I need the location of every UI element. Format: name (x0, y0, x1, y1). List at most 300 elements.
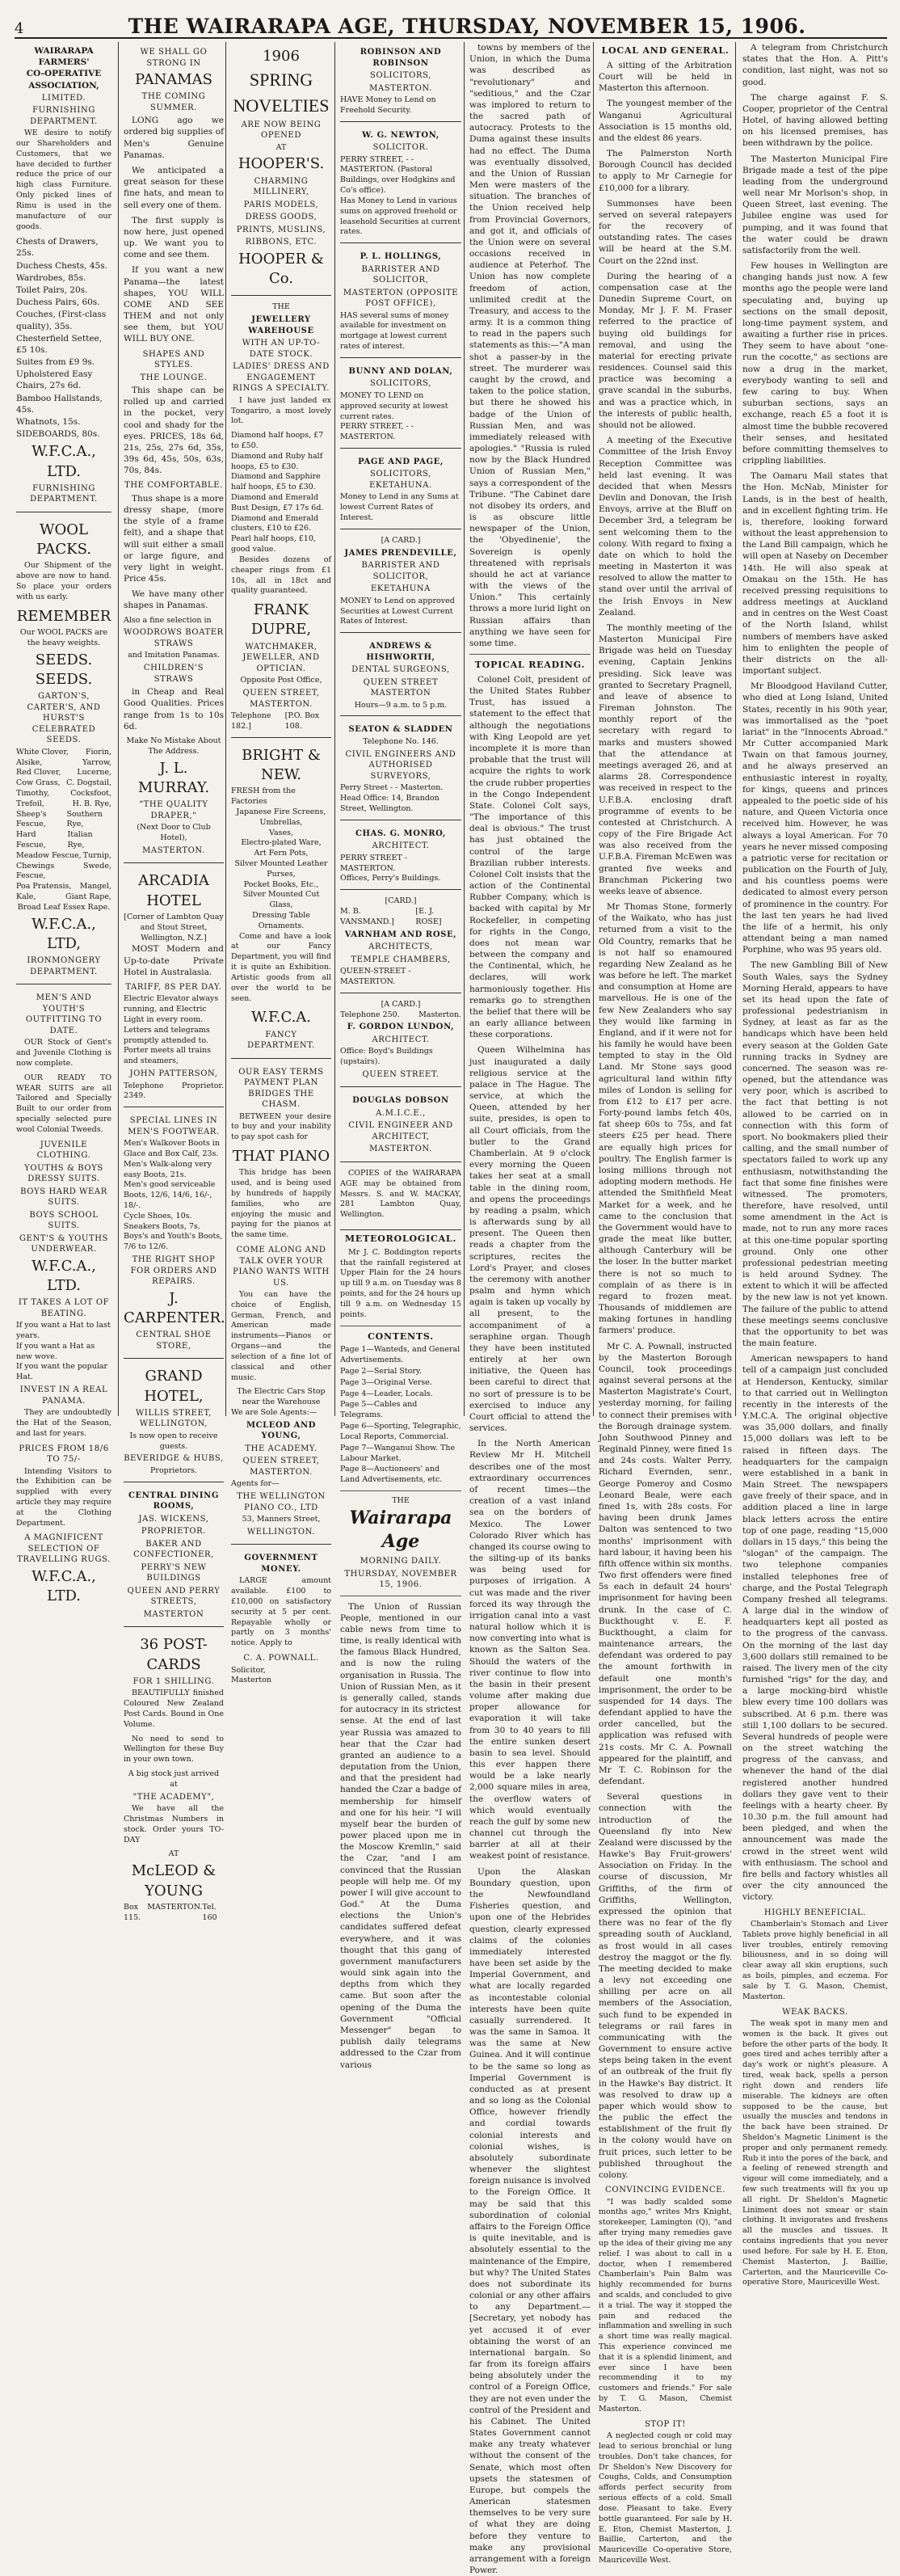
panamas: PANAMAS (135, 71, 212, 88)
wellington-piano: THE WELLINGTON PIANO CO., LTD (237, 1492, 326, 1512)
page-ad (340, 452, 461, 529)
mcleod: McLEOD & YOUNG (131, 1862, 217, 1899)
perrys: PERRY'S NEW BUILDINGS (141, 1562, 207, 1583)
tel-row (124, 1081, 224, 1102)
local-general-heading: LOCAL AND GENERAL. (601, 45, 730, 56)
met-text: Mr J. C. Boddington reports that the rainfall registered at Upper Plain for the 24 hours up till 9 a.m. on Tuesday was 8 points, and for the 24 hours up till 9 a.m. on Wednesday 15 points. (340, 1247, 461, 1319)
ladies-dress: LADIES' DRESS AND ENGAGEMENT RINGS A SPECIALTY. (232, 362, 330, 394)
highly-text: Chamberlain's Stomach and Liver Tablets prove highly beneficial in all liver troubles, entirely removing biliousness, and in so doing will clear away all skin eruptions, such as boils, pimples, and eczema. For sale by T. G. Mason, Chemist, Masterton. (742, 1920, 888, 2001)
newton-text: Has Money to Lend in various sums on approved freehold or leasehold Securities at current rates. (340, 196, 461, 237)
baker: BAKER AND CONFECTIONER, (133, 1539, 214, 1560)
right-shop: THE RIGHT SHOP FOR ORDERS AND REPAIRS. (130, 1255, 217, 1287)
wfca-ltd-4: W.F.C.A., LTD. (32, 1567, 96, 1605)
copies: COPIES of the WAIRARAPA AGE may be obtained from Messrs. S. and W. MACKAY, 281 Lambton Quay, Wellington. (340, 1168, 461, 1220)
seed: Cocksfoot, (70, 788, 111, 798)
varnham-ad (340, 893, 461, 993)
hoopers: HOOPER'S. (238, 155, 325, 173)
dobson-ad (340, 1090, 461, 1162)
seed: Hard Fescue, (16, 830, 46, 850)
seed: Turnip, (82, 850, 111, 860)
gov-money: GOVERNMENT MONEY. (244, 1554, 318, 1574)
opposite: Opposite Post Office, (240, 676, 322, 685)
cheap: in Cheap and Real Good Qualities. Prices range from 1s to 10s 6d. (124, 687, 224, 731)
goods-item: Electro-plated Ware, (241, 838, 322, 848)
goods-item: Japanese Fire Screens, (236, 807, 326, 816)
seed: C. Dogstail, (66, 778, 111, 788)
youths: YOUTHS & BOYS DRESSY SUITS. (24, 1163, 103, 1184)
porter: Porter meets all trains and steamers, (124, 1046, 212, 1066)
seed: Meadow Fescue, (16, 850, 82, 860)
newton: W. G. NEWTON, (362, 130, 439, 140)
column-1 (16, 42, 116, 1605)
contents-heading: CONTENTS. (368, 1330, 434, 1342)
furniture-item: Duchess Pairs, 60s. (16, 297, 100, 308)
shilling: FOR 1 SHILLING. (132, 1676, 215, 1686)
masterton-3: MASTERTON. (147, 1902, 203, 1912)
seed: Trefoil, (16, 799, 44, 808)
goods-item: Pocket Books, Etc., (243, 879, 319, 889)
seed: Italian Rye, (67, 830, 93, 850)
local-item: The Masterton Municipal Fire Brigade made a test of the pipe leading from the underground well near Mr Morlson's shop, in Queen Street, last evening. The Jubilee engine was used for pumping, and it was found that the water could be drawn satisfactorily from the well. (742, 154, 888, 255)
masthead (15, 15, 887, 39)
seed: Cow Grass, (16, 778, 61, 788)
panama-line: If you want the popular Hat. (16, 1362, 108, 1382)
no-need: No need to send to Wellington for these Buy in your own town. (124, 1734, 224, 1764)
masterton-4: MASTERTON. (369, 1145, 432, 1154)
line: PRINTS, MUSLINS, (236, 225, 326, 234)
this-bridge: This bridge has been used, and is being used by hundreds of happily families, who are enjoying the music and paying for the pianos at the same time. (231, 1168, 331, 1240)
seed: Poa Pratensis, (16, 882, 72, 892)
masterton-3: Masterton. (418, 1010, 461, 1019)
goods-item: Dressing Table Ornaments. (252, 911, 310, 930)
furniture-list (16, 236, 111, 440)
local-item: The youngest member of the Wanganui Agricultural Association is 15 months old, and the eldest 86 years. (599, 99, 732, 143)
local-item: The new Gambling Bill of New South Wales, says the Sydney Morning Herald, appears to have set its head upon the fate of professional pedestrianism in Sydney, at least as far as the handicaps which have been held every season at the Golden Gate running tracks in Sydney are concerned. The season was re-opened, but the attendance was very poor, which is ascribed to the fact that betting is not allowed to be carried on in connection with this form of sport. No bookmakers plied their calling, and the small number of spectators failed to work up any enthusiasm, notwithstanding the fact that some fine finishes were witnessed. The promoters, therefore, have resolved, until some amendment in the Act is made, not to run any more races at this one-time popular sporting ground. Only one other professional pedestrian meeting is held around Sydney. The extent to which it will be affected by the new law is not yet known. The failure of the public to attend these meetings seems conclusive that the opportunity to bet was the main feature. (742, 960, 889, 1349)
page-sol: SOLICITORS, EKETAHUNA. (369, 470, 432, 490)
letters: Letters and telegrams promptly attended to. (124, 1025, 210, 1045)
monro-addr: PERRY STREET - MASTERTON. (340, 853, 408, 873)
convincing-text: "I was badly scalded some months ago," writes Mrs Knight, storekeeper, Lamington (Q), "and after trying many remedies gave up the idea of their giving me any relief. I was about to call in a doctor, when I remembered Chamberlain's Pain Balm was highly recommended for burns and scalds, and concluded to give it a trial. The way it stopped the pain and reduced the inflammation and swelling in such a short time was really magical. This experience convinced me that it is a splendid liniment, and ever since I have been recommending it to my customers and friends." For sale by T. G. Mason, Chemist Masterton. (599, 2197, 733, 2414)
amice: A.M.I.C.E., (376, 1108, 426, 1118)
telephone: Telephone 2349. (124, 1081, 164, 1101)
furnishing-text: WE desire to notify our Shareholders and Customers, that we have decided to further reduce the price of our high class Furniture. Only picked lines of Rimu is used in the manufacture of our goods. (16, 129, 111, 231)
lundon: F. GORDON LUNDON, (347, 1022, 455, 1032)
murray: J. L. MURRAY. (137, 759, 210, 796)
tel-250: Telephone 250. (340, 1010, 400, 1019)
wfca-head-2: FARMERS' (38, 57, 90, 68)
wellington: WELLINGTON. (246, 1527, 316, 1537)
boyds: Office: Boyd's Buildings (upstairs). (340, 1047, 433, 1067)
central-dining: CENTRAL DINING ROOMS, (128, 1490, 219, 1511)
card-2: [CARD.] (385, 896, 417, 906)
up-to-date: WITH AN UP-TO-DATE STOCK. (242, 339, 321, 359)
wool-packs-line: Our WOOL PACKS are the heavy weights. (19, 627, 108, 647)
local-item: The monthly meeting of the Masterton Municipal Fire Brigade was held on Tuesday evening, Captain Jenkins presiding. Sick leave was granted to Secretary Pragnell, and leave of absence to Fireman Johnston. The monthly report of the secretary with regard to marks and musters showed that the attendance at meetings averaged 26, and at alarms 28. Correspondence was received in respect to the U.F.B.A. enclosing draft programme of events to be contested at Christchurch. A copy of the Fire Brigade Act was also received from the U.F.B.A. Fireman McEwen was granted five weeks and Branchman Pickering two weeks leave of absence. (599, 622, 732, 896)
topical-article: In the North American Review Mr H. Mitchell describes one of the most extraordinary occurrences of recent times—the creation of a vast inland sea on the borders of Mexico. The Lower Colorado River which has changed its course owing to the silting-up of its banks was being used for purposes of irrigation. A cut was made and the river forced its way through the irrigation canal into a vast natural hollow which it is now converting into what is known as the Salton Sea. Should the waters of the river continue to flow into the basin in their present volume after making due proper allowance for evaporation it will take from 30 to 40 years to fill the entire sunken desert basin to sea level. Should this ever happen there would be a lake nearly 2,000 square miles in area, the overflow waters of which would eventually reach the gulf by some new channel cut through the barrier at all at their weakest point of resistance. (469, 1439, 591, 1861)
agents-for: Agents for— (231, 1479, 280, 1489)
local-item: The Palmerston North Borough Council has decided to apply to Mr Carnegie for £10,000 for a library. (599, 149, 732, 193)
seed: Timothy, (16, 788, 50, 798)
dupre-ad (231, 299, 331, 737)
easy-terms: OUR EASY TERMS PAYMENT PLAN BRIDGES THE CHASM. (238, 1067, 324, 1110)
seed: Mangel, (79, 882, 111, 892)
ring: Diamond and Sapphire half hoops, £5 to £30. (231, 472, 321, 492)
bunny-ad (340, 361, 461, 449)
leader-article: The Union of Russian People, mentioned in our cable news from time to time, is really identical with the famous Black Hundred, and is now the ruling organisation in Russia. The Union of Russian Men, as it is generally called, stands for autocracy in its strictest sense. At the end of last year Russia was amazed to hear that the Czar had granted an audience to a deputation from the Union, and that the president had handed the Czar a badge of membership for himself and one for his heir. "I will myself bear the burden of power placed upon me in the Moscow Kremlin," said the Czar, "and I am convinced that the Russian people will help me. Of my power I will give account to God." At the Duma elections the Union's candidates suffered defeat everywhere, and it was thought that this gang of government manufacturers would sink again into the depths from which they came. But soon after the opening of the Duma the Government "Official Messenger" began to publish daily telegrams addressed to the Czar from various (340, 1601, 461, 2070)
tariff: TARIFF, 8S PER DAY. (125, 982, 222, 992)
come-look: Come and have a look at our Fancy Department, you will find it is quite an Exhibition. Artistic goods from all over the world to be seen. (231, 931, 331, 1003)
contents-item: Page 1—Wanteds, and General Advertisements. (340, 1345, 461, 1365)
wfca-head-5: LIMITED. (41, 93, 86, 103)
mistake: Make No Mistake About The Address. (126, 736, 221, 756)
seed-row (16, 892, 111, 903)
money-to-lend: MONEY TO LEND on approved security at lowest current rates. (340, 390, 448, 421)
goods-item: Silver Mounted Leather Purses, (234, 858, 328, 879)
wfca-clothing-ad (16, 988, 111, 1613)
seed-row (16, 778, 111, 789)
long-ago: LONG ago we ordered big supplies of Men's Genuine Panamas. (124, 116, 224, 160)
piano-ad (231, 1062, 331, 1545)
queen-st: QUEEN STREET, MASTERTON. (242, 689, 320, 709)
furniture-item: Whatnots, 15s. (16, 416, 81, 427)
furniture-item: Chesterfield Settee, £5 10s. (16, 333, 103, 355)
leader-continuation: towns by members of the Union, in which the Duma was described as "revolutionary" and "seditious," and the Czar was implored to return to the sacred path of autocracy. Protests to the Duma against these insults had no effect. The Duma was eventually dissolved, and the Union of Russian Men were masters of the situation. The branches of the Union received help from Provincial Governors, and got it, and officials of the Union were on several occasions received in audience at Peterhof. The Union has now complete freedom of action, unlimited credit at the Treasury, and access to the army. It is a common thing to read in the papers such statements as this:—"A man shot a passer-by in the street. The murderer was caught by the crowd, and taken to the police station, but there he showed his badge of the Union of Russian Men, and was immediately released with apologies." "Russia is ruled now by the Black Hundred Union of Russian Men," says a correspondent of the Tribune. "The Cabinet dare not disobey its orders, and is as obscure little newspaper of the Union, the 'Obyedinenie', the Sovereign is openly threatened with reprisals should he act at variance with the views of the Union." This certainly throws a more lurid light on Russian affairs than anything we have seen for some time. (469, 43, 591, 648)
that-piano: THAT PIANO (232, 1148, 330, 1166)
pownall: C. A. POWNALL. (243, 1654, 319, 1663)
furnishing-dept: FURNISHING DEPARTMENT. (30, 106, 98, 126)
highly-heading: HIGHLY BENEFICIAL. (763, 1908, 867, 1917)
masterton: Masterton (231, 1676, 271, 1685)
manners: 53, Manners Street, (242, 1515, 321, 1524)
seaton-tel: Telephone No. 146. (363, 736, 439, 746)
footwear-item: Men's Walkover Boots in Glace and Box Calf, 23s. (124, 1139, 220, 1158)
eketahuna: EKETAHUNA (371, 584, 431, 594)
page: PAGE AND PAGE, (358, 457, 444, 466)
tel-row (231, 711, 331, 732)
copies-ad (340, 1166, 461, 1230)
queen-street: QUEEN STREET. (362, 1069, 439, 1079)
prendeville-ad (340, 533, 461, 633)
architect: ARCHITECT. (372, 841, 430, 851)
topical-article: Queen Wilhelmina has just inaugurated a daily religious service at the palace in The Hague. The service, at which the Queen, attended by her suite, presides, is open to all Court officials, from the butler to the Grand Chamberlain. At 9 o'clock every morning the Queen takes her seat at a small table in the dining room, and opens the proceedings by reading a psalm, which is afterwards sung by all present. The Queen then reads a chapter from the scriptures, recites the Lord's Prayer, and closes the ceremony with another psalm and hymn which again is taken up vocally by all present, to the accompaniment of a seraphine organ. Though they have been instituted entirely at her own initiative, the Queen has been careful to direct that no sort of pressure is to be exercised to induce any Court official to attend the services. (469, 1045, 591, 1434)
prices-range: PRICES FROM 18/6 TO 75/- (19, 1444, 109, 1464)
boys-school: BOYS SCHOOL SUITS. (29, 1210, 99, 1231)
invest-text: They are undoubtedly the Hat of the Season, and last for years. (16, 1408, 111, 1438)
column-3 (225, 42, 336, 1685)
willis: WILLIS STREET, WELLINGTON, (136, 1408, 212, 1429)
goods-item: Silver Mounted Cut Glass, (242, 890, 320, 910)
nameplate-the: THE (392, 1495, 410, 1505)
stop-it-heading: STOP IT! (644, 2419, 687, 2429)
seed: Chewings Fescue, (16, 861, 55, 881)
ring: Diamond and Emerald clusters, £10 to £26. (231, 513, 319, 533)
seed: Fiorin, (85, 747, 111, 757)
most-modern: MOST Modern and Up-to-date Private Hotel in Australasia. (124, 944, 224, 977)
vansmand: M. B. VANSMAND.] (340, 906, 394, 926)
academy: "THE ACADEMY", (132, 1792, 215, 1802)
newton-ad (340, 125, 461, 244)
goods-item: Umbrellas, (259, 817, 303, 827)
topical-article: Colonel Colt, president of the United States Rubber Trust, has issued a statement to the effect that although the negotiations with King Leopold are yet incomplete it is more than probable that the trust will acquire the rights to work the crude rubber properties in the Congo Independent State. Colonel Colt says, "The importance of this deal is obvious." The trust has just obtained the control of the large Brazilian rubber interests. Colonel Colt insists that the action of the Continental Rubber Company, which is backed with capital by Mr Rockefeller, in competing for rights in the Congo, does not mean war between the company and the Continental, which, he declares, will work harmoniously together. His remarks go to strengthen the belief that there will be an early alliance between these corporations. (469, 674, 591, 1040)
seed-row (16, 830, 111, 851)
hollings-ad (340, 247, 461, 358)
at: AT (168, 1849, 179, 1859)
panama-line: If you want a Hat as new wove. (16, 1341, 95, 1361)
andrews-ad (340, 636, 461, 716)
seed: Southern Rye, (66, 809, 103, 829)
wfca-head-4: ASSOCIATION, (28, 80, 99, 91)
first-supply: The first supply is now here, just opened up. We want you to come and see them. (124, 215, 224, 260)
furniture-item: Suites from £9 9s. (16, 357, 95, 368)
local-item: Mr Bloodgood Haviland Cutter, who died at Long Island, United States, recently in his 90th year, was immortalised as the "poet lariat" in the "Innocents Abroad." Mr Cutter accompanied Mark Twain on that famous journey, and he always preserved an enthusiastic interest in royalty, for kings, queens and princes appealed to the poetic side of his nature, and Queen Victoria once received him. However, he was always a loyal American. For 70 years he never missed composing a patriotic verse for recitation or publication on the Fourth of July, and his countless poems were dedicated to almost every person of prominence in the country. For the last ten years he had lived the life of a hermit, his only attendant being a man named Porphine, who was 95 years old. (742, 681, 888, 955)
bright-new: BRIGHT & NEW. (242, 746, 321, 783)
furnishing-dept-2: FURNISHING DEPARTMENT. (30, 483, 98, 504)
seaton-ad (340, 719, 461, 820)
xmas: We have all the Christmas Numbers in stock. Order yours TO-DAY (124, 1804, 224, 1845)
wfca-ltd-3: W.F.C.A., LTD. (32, 1257, 96, 1294)
also-fine: Also a fine selection in (124, 615, 212, 625)
tel-row (340, 1010, 461, 1021)
seed-row (16, 789, 111, 799)
seed: Red Clover, (16, 768, 61, 778)
local-item: The Oamaru Mail states that the Hon. McNab, Minister for Lands, is in the best of health, and in excellent fighting trim. He is, therefore, looking forward without the least apprehension to the Land Bill campaign, which he will open at Naseby on December 14th. He will also speak at Omakau on the 15th. He has received pressing requisitions to address meetings at Auckland and in centres on the West Coast of the North Island, whilst numbers of members have asked him to enlighten the people of their districts on the all-important subject. (742, 471, 888, 677)
proprietors: Proprietors. (150, 1465, 197, 1475)
if-you-want: If you want a new Panama—the latest shapes, YOU WILL COME AND SEE THEM and not only see them, but YOU WILL BUY ONE. (124, 265, 224, 344)
hollings-text: HAS several sums of money available for investment on mortgage at lowest current rates of interest. (340, 310, 449, 352)
grand-hotel-ad (124, 1362, 224, 1482)
wool-packs: WOOL PACKS. (36, 521, 92, 559)
telephone: Telephone 182.] (231, 711, 271, 731)
lounge-text: This shape can be rolled up and carried in the pocket, very cool and shady for the eyes. PRICES, 18s 6d, 21s, 25s, 27s 6d, 35s, 39s 6d, 45s, 50s, 63s, 70s, 84s. (124, 386, 224, 476)
local-item: The charge against F. S. Cooper, proprietor of the Central Hotel, of having allowed betting on his licensed premises, has been withdrawn by the police. (742, 92, 888, 149)
spring: SPRING (249, 70, 313, 91)
arcadia-corner: [Corner of Lambton Quay and Stout Street, Wellington, N.Z.] (124, 912, 224, 942)
local-item: A sitting of the Arbitration Court will be held in Masterton this afternoon. (599, 60, 732, 94)
furniture-item: Toilet Pairs, 20s. (16, 285, 88, 295)
postcards: 36 POST-CARDS (140, 1636, 208, 1673)
contents-item: Page 7—Wanganui Show. The Labour Market. (340, 1443, 456, 1463)
queen-masterton: QUEEN STREET, MASTERTON. (242, 1457, 320, 1477)
next-door: (Next Door to Club Hotel), (137, 823, 211, 842)
civil-eng: CIVIL ENGINEERS AND AUTHORISED SURVEYORS, (345, 749, 456, 781)
sole-agents: We are Sole Agents:— (231, 1407, 318, 1417)
fresh: FRESH from the Factories (231, 786, 296, 807)
watchmaker: WATCHMAKER, JEWELLER, AND OPTICIAN. (242, 642, 320, 673)
local-item: Several questions in connection with the introduction of the Queensland fly into New Zealand were discussed by the Hawke's Bay Fruit-growers' Association on Friday. In the course of discussion, Mr Griffiths, of the firm of Griffiths, Wellington, expressed the opinion that there was no fear of the fly spreading south of Auckland, as frost would in all cases destroy the maggot or the fly. The meeting decided to make a levy not exceeding one shilling per acre on all members of the Association, such fund to be expended in telegrams or rail fares in communicating with the Government to ensure active steps being taken in the event of an outbreak of the fruit fly in the Hawke's Bay district. It was resolved to draw up a paper which would show to the public the effect the establishment of the fruit fly in the colony would have on fruit prices, such letter to be published throughout the colony. (599, 1792, 732, 2180)
grand-hotel: GRAND HOTEL, (144, 1368, 204, 1405)
nameplate: Wairarapa Age (349, 1507, 452, 1553)
line: RIBBONS, ETC. (245, 238, 318, 247)
beating: IT TAKES A LOT OF BEATING. (18, 1298, 110, 1318)
ring: Diamond half hoops, £7 to £50. (231, 431, 324, 450)
queen-masterton: QUEEN-STREET - MASTERTON. (340, 967, 411, 986)
dobson: DOUGLAS DOBSON (352, 1096, 449, 1106)
carpenter-ad (124, 1111, 224, 1359)
a-card: [A CARD.] (381, 535, 421, 545)
seed: Giant Rape, (65, 892, 111, 902)
year: 1906 (263, 48, 300, 65)
mcleod-young: MCLEOD AND YOUNG, (246, 1420, 317, 1441)
hollings-addr: MASTERTON (OPPOSITE POST OFFICE), (343, 288, 459, 309)
furniture-item: Wardrobes, 85s. (16, 272, 86, 283)
local-item: Mr Thomas Stone, formerly of the Waikato, who has just returned from a visit to the Old Country, remarks that he is not half so enamoured regarding New Zealand as he was before he left. The market and consumption at Home are marvellous. He is one of the few New Zealanders who say they would like farming in England, and if it were not for his family he would have been tempted to stay in the Old Land. Mr Stone says good agricultural land within fifty miles of London is selling for from £12 to £17 per acre. Forty-pound lambs fetch 40s, fat sheep 60s to 75s, and fat steers £25 per head. There are equally high prices for poultry. The English farmer is losing millions through not adopting modern methods. He attended the Smithfield Meat Market for a week, and he came to the conclusion that the Government would have to grade the meat like butter, although Canterbury will be the loser. In the butter market there is not so much to complain of as there is in regard to frozen meat. Thousands of middlemen are making fortunes in handling farmers' produce. (599, 902, 732, 1336)
the-lounge: THE LOUNGE. (140, 373, 208, 382)
invest: INVEST IN A REAL PANAMA. (19, 1385, 108, 1406)
patterson: JOHN PATTERSON, (129, 1069, 218, 1079)
masterton: MASTERTON. (369, 83, 432, 93)
column-5 (464, 42, 595, 2576)
masterton-2: MASTERTON (143, 1609, 204, 1619)
seed: Alsike, (16, 757, 43, 767)
quality-draper: "THE QUALITY DRAPER," (139, 800, 208, 820)
divider (469, 654, 591, 655)
come-along: COME ALONG AND TALK OVER YOUR PIANO WANTS WITH US. (233, 1246, 330, 1288)
hooper-co: HOOPER & Co. (238, 250, 324, 288)
furniture-item: Couches, (First-class quality), 35s. (16, 310, 107, 331)
seeds: SEEDS. SEEDS. (35, 651, 93, 688)
perry-st-2: Perry Street - - Masterton. (340, 783, 444, 793)
temple: TEMPLE CHAMBERS, (351, 955, 451, 964)
central-shoe: CENTRAL SHOE STORE, (136, 1330, 212, 1351)
lundon-ad (340, 997, 461, 1088)
gov-money-ad (231, 1548, 331, 1691)
column-7 (735, 42, 891, 2287)
seed-row (16, 799, 111, 810)
seaton: SEATON & SLADDEN (348, 725, 453, 735)
special-lines: SPECIAL LINES IN MEN'S FOOTWEAR. (128, 1116, 220, 1136)
wfca: W.F.C.A. (250, 1009, 312, 1027)
anticipated: We anticipated a great season for these fine hats, and mean to sell every one of them. (124, 165, 224, 210)
seed-row (16, 810, 111, 831)
newton-sol: SOLICITOR. (372, 143, 429, 153)
wfca-ltd-2: W.F.C.A., LTD, (32, 915, 96, 952)
line: DRESS GOODS, (245, 213, 318, 222)
prendeville-text: MONEY to Lend on approved Securities at Lowest Current Rates of Interest. (340, 596, 455, 626)
coming-summer: THE COMING SUMMER. (141, 92, 206, 112)
shapes-styles: SHAPES AND STYLES. (142, 349, 205, 370)
wfca-head-3: CO-OPERATIVE (26, 69, 102, 79)
perry-st: PERRY STREET, - - MASTERTON. (Pastoral Buildings, over Hodgkins and Co's office). (340, 154, 456, 196)
elevator: Electric Elevator always running, and Electric Light in every room. (124, 994, 219, 1024)
stop-text: A neglected cough or cold may lead to serious bronchial or lung troubles. Don't take chances, for Dr Sheldon's New Discovery for Coughs, Colds, and Consumption affords perfect security from serious effects of a cold. Small dose. Pleasant to take. Every bottle guaranteed. For sale by H. E. Eton, Chemist Masterton, J. Baillie, Carterton, and the Mauriceville Co-operative Store, Mauriceville West. (599, 2431, 732, 2565)
robinson: ROBINSON AND ROBINSON (360, 48, 442, 68)
broad-leaf: Broad Leaf Essex Rape. (17, 902, 111, 912)
ironmongery: IRONMONGERY DEPARTMENT. (27, 956, 101, 976)
furniture-item: Upholstered Easy Chairs, 27s 6d. (16, 369, 93, 391)
ready-to-wear: OUR READY TO WEAR SUITS are all Tailored and Specially Built to our order from specially selected pure wool Colonial Tweeds. (16, 1073, 111, 1134)
masterton: MASTERTON. (142, 845, 205, 855)
civil: CIVIL ENGINEER AND ARCHITECT, (348, 1121, 453, 1141)
morning-daily: MORNING DAILY. (360, 1557, 442, 1566)
bunny-addr: PERRY STREET, - - MASTERTON. (340, 422, 414, 442)
dupre: FRANK DUPRE, (250, 601, 312, 639)
topical-heading: TOPICAL READING. (474, 660, 586, 671)
ring: Diamond and Emerald Bust Design, £7 17s 6d. (231, 493, 324, 512)
besides: Besides dozens of cheaper rings from £1 10s, all in 18ct and quality guaranteed. (231, 554, 331, 596)
init-row (340, 907, 461, 928)
local-item: Summonses have been served on several ratepayers for the recovery of outstanding rates. The cases will be heard at the S.M. Court on the 22nd inst. (599, 198, 732, 266)
seed: H. B. Rye, (72, 799, 111, 808)
visitors: Intending Visitors to the Exhibition can be supplied with every article they may require at the Clothing Department. (16, 1466, 111, 1528)
footwear-item: Boys's and Youth's Boots, 7/6 to 12/6. (124, 1232, 223, 1252)
contents-item: Page 8—Auctioneers' and Land Advertisements, etc. (340, 1465, 443, 1485)
hollings-sub: BARRISTER AND SOLICITOR, (361, 264, 440, 285)
architects: ARCHITECTS, (368, 942, 433, 952)
local-item: A telegram from Christchurch states that the Hon. A. Pitt's condition, last night, was not so good. (742, 43, 888, 87)
local-item: American newspapers to hand tell of a campaign just concluded at Henderson, Kentucky, similar to that carried out in Wellington recently in the interests of the Y.M.C.A. The original objective was 35,000 dollars, and finally 15,000 dollars was left to be raised in fifteen days. The headquarters for the campaign were established in a bank in Main Street. The newspapers gave freely of their space, and in addition placed a line in large black letters across the entire top of one page, reading "15,000 dollars in 15 days," this being the "slogan" of the campaign. The two telephone companies installed telephones free of charge, and the Postal Telegraph Company freshed all telegrams. A large dial in the window of headquarters kept all posted as to the progress of the canvass. On the morning of the last day 3,600 dollars still remained to be raised. The livery men of the city furnished "rigs" for the day, and a large mocking-bird whistle blew every time 100 dollars was subscribed. At 6 p.m. there was still 1,100 dollars to be secured. Several hundreds of people were on the street watching the progress of the canvass, and whenever the hand of the dial registered another hundred dollars they gave vent to their feelings with a hearty cheer. By 10.30 p.m. the full amount had been pledged, and when the announcement was made the crowd in the street went wild with enthusiasm. The school and fire bells and factory whistles all over the city announced the victory. (742, 1354, 888, 1903)
wfca-seeds-ad (16, 516, 111, 984)
solicitors: SOLICITORS, (370, 71, 431, 80)
hoopers-ad (231, 42, 331, 296)
fancy-dept-ad (231, 741, 331, 1059)
line: PARIS MODELS, (243, 200, 319, 209)
goods-item: Art Fern Pots, (254, 849, 309, 858)
hours: Hours—9 a.m. to 5 p.m. (354, 700, 448, 710)
wfca-ltd: W.F.C.A., LTD. (32, 443, 96, 480)
childrens-straws: CHILDREN'S STRAWS (143, 664, 204, 684)
wfca-furnishing-ad (16, 42, 111, 512)
underwear: GENT'S & YOUTHS UNDERWEAR. (19, 1233, 109, 1254)
murray-panama-ad (124, 42, 224, 863)
varnham: VARNHAM AND ROSE, (344, 930, 457, 939)
choice: You can have the choice of English, German, French, and American made instruments—Pianos or Organs—and the selection of a fine lot of classical and other music. (231, 1290, 331, 1382)
masthead-title: THE WAIRARAPA AGE, THURSDAY, NOVEMBER 15, 1906. (128, 15, 806, 38)
open-guests: Is now open to receive guests. (129, 1431, 218, 1451)
column-2 (118, 42, 229, 1922)
have-money: HAVE Money to Lend on Freehold Security. (340, 95, 436, 115)
seed-row (16, 748, 111, 758)
bunny: BUNNY AND DOLAN, (348, 366, 453, 376)
hollings: P. L. HOLLINGS, (360, 252, 442, 262)
seed: Sheep's Fescue, (16, 809, 47, 829)
the-academy: THE ACADEMY. (245, 1444, 318, 1453)
queen-st: QUEEN STREET MASTERTON (363, 677, 439, 698)
contents-item: Page 5—Cables and Telegrams. (340, 1400, 418, 1420)
divider (340, 1490, 461, 1491)
footwear-item: Men's good serviceable Boots, 12/6, 14/6, 16/-, 18/-. (124, 1180, 216, 1211)
comfortable: THE COMFORTABLE. (124, 481, 223, 491)
footwear-item: Men's Walk-along very easy Boots, 21s. (124, 1159, 212, 1179)
local-item: A meeting of the Executive Committee of the Irish Envoy Reception Committee was held last evening. It was decided that when Messrs Devlin and Donovan, the Irish Envoys, arrive at the Bluff on December 3rd, a telegram be sent welcoming them to the colony. With regard to fixing a date on which to hold the meeting in Masterton it was resolved to allow the matter to stand over until the arrival of the Irish Envoys in New Zealand. (599, 436, 732, 618)
we-have-many: We have many other shapes in Panamas. (124, 589, 224, 611)
box-row (124, 1903, 224, 1924)
seed-row (16, 758, 111, 769)
large-amount: LARGE amount available. £100 to £10,000 on satisfactory security at 5 per cent. Repayable wholly or partly on 3 months' notice. Apply to (231, 1576, 331, 1648)
tel: Tel. 160 (202, 1902, 217, 1922)
weak-backs-heading: WEAK BACKS. (782, 2007, 848, 2017)
between: BETWEEN your desire to buy and your inability to pay spot cash for (231, 1111, 331, 1142)
engagement: I have just landed ex Tongariro, a most lovely lot. (231, 395, 331, 426)
fancy-dept: FANCY DEPARTMENT. (247, 1030, 315, 1051)
architect-2: ARCHITECT. (372, 1035, 430, 1044)
monro: CHAS. G. MONRO, (355, 828, 446, 838)
beveridge: BEVERIDGE & HUBS, (124, 1454, 224, 1464)
furniture-item: Bamboo Hallstands, 45s. (16, 393, 103, 415)
furniture-item: SIDEBOARDS, 80s. (16, 429, 100, 440)
contents-item: Page 3—Original Verse. (340, 1377, 432, 1387)
jewellery: JEWELLERY WAREHOUSE (248, 315, 314, 335)
juvenile: JUVENILE CLOTHING. (36, 1140, 91, 1161)
convincing-heading: CONVINCING EVIDENCE. (605, 2186, 725, 2195)
seed: Lucerne, (77, 768, 111, 778)
boys-hard: BOYS HARD WEAR SUITS. (20, 1187, 107, 1208)
column-4 (334, 42, 466, 2070)
seed-row (16, 768, 111, 778)
woodrows: WOODROWS BOATER STRAWS (124, 628, 224, 648)
robinson-ad (340, 42, 461, 122)
dateline: THURSDAY, NOVEMBER 15, 1906. (344, 1569, 457, 1590)
seed: Yarrow, (82, 757, 111, 767)
